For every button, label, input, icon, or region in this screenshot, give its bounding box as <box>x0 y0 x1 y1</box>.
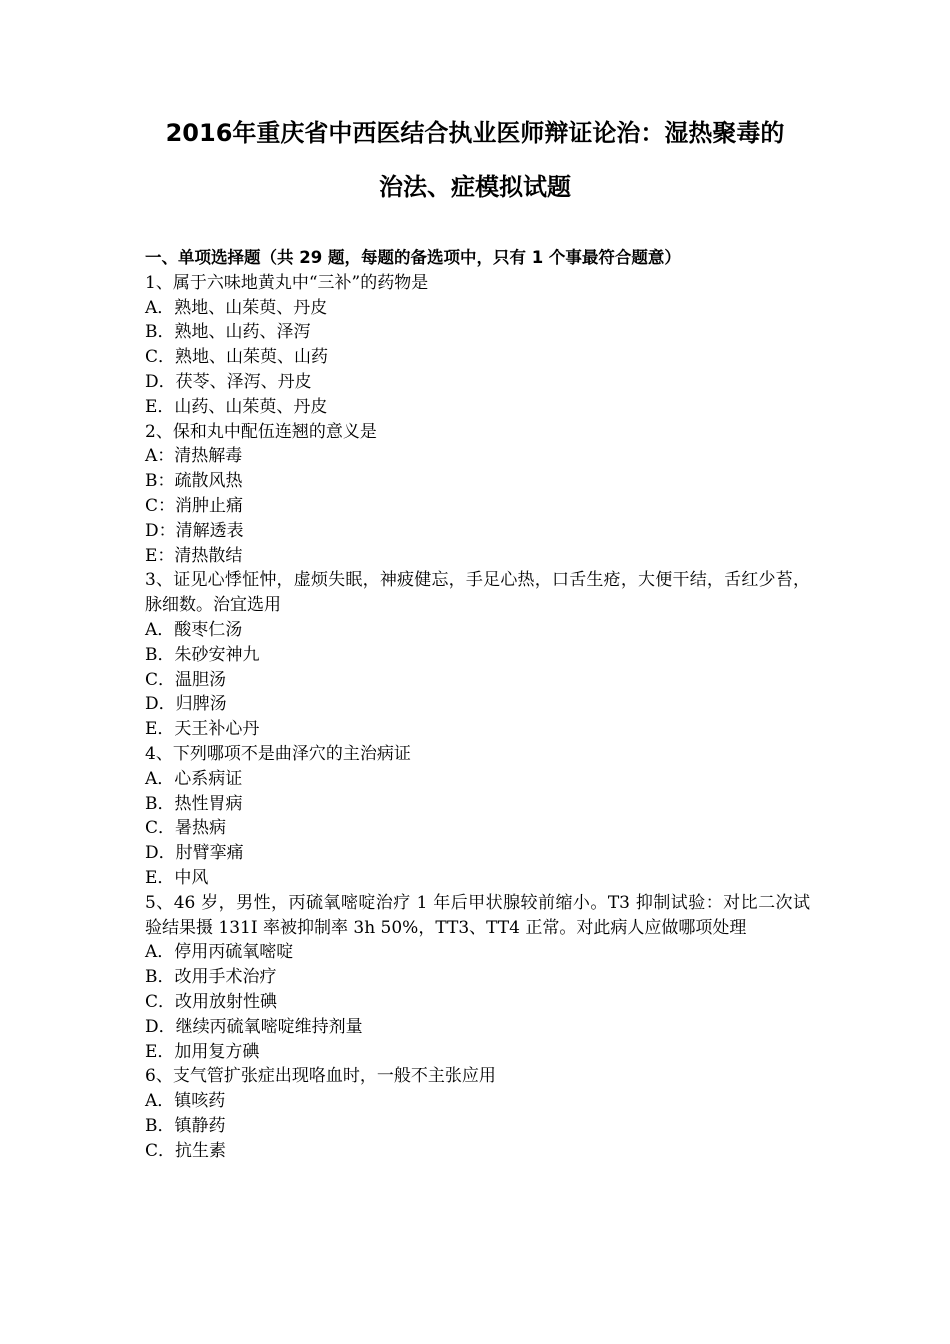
option-b: B．朱砂安神九 <box>145 644 260 665</box>
option-e: E．山药、山茱萸、丹皮 <box>145 396 328 417</box>
question-5 <box>145 891 810 1065</box>
question-6 <box>145 1064 810 1163</box>
option-c: C．改用放射性碘 <box>145 991 278 1012</box>
question-stem: 1、属于六味地黄丸中“三补”的药物是 <box>145 272 429 293</box>
option-d: D．茯苓、泽泻、丹皮 <box>145 371 312 392</box>
option-d: D．归脾汤 <box>145 694 227 715</box>
option-d: D．继续丙硫氧嘧啶维持剂量 <box>145 1016 363 1037</box>
question-1 <box>145 271 810 420</box>
option-a: A：清热解毒 <box>145 446 243 467</box>
option-a: A．镇咳药 <box>145 1091 226 1112</box>
question-3 <box>145 568 810 742</box>
option-a: A．心系病证 <box>145 768 243 789</box>
option-a: A．熟地、山茱萸、丹皮 <box>145 297 328 318</box>
option-b: B．镇静药 <box>145 1115 226 1136</box>
question-stem: 4、下列哪项不是曲泽穴的主治病证 <box>145 743 411 764</box>
option-e: E．加用复方碘 <box>145 1041 260 1062</box>
option-e: E．中风 <box>145 867 209 888</box>
question-stem: 6、支气管扩张症出现咯血时，一般不主张应用 <box>145 1066 496 1087</box>
question-2 <box>145 420 810 569</box>
option-e: E．天王补心丹 <box>145 719 260 740</box>
document-title-line2: 治法、症模拟试题 <box>379 173 571 201</box>
option-b: B：疏散风热 <box>145 471 243 492</box>
option-c: C．熟地、山茱萸、山药 <box>145 347 329 368</box>
option-b: B．熟地、山药、泽泻 <box>145 322 311 343</box>
option-b: B．改用手术治疗 <box>145 967 277 988</box>
document-title-line1: 2016年重庆省中西医结合执业医师辩证论治：湿热聚毒的 <box>165 119 785 147</box>
option-a: A．停用丙硫氧嘧啶 <box>145 942 294 963</box>
option-c: C．抗生素 <box>145 1140 227 1161</box>
option-c: C．温胆汤 <box>145 669 227 690</box>
option-e: E：清热散结 <box>145 545 243 566</box>
option-d: D：清解透表 <box>145 520 244 541</box>
option-c: C．暑热病 <box>145 818 227 839</box>
option-c: C：消肿止痛 <box>145 495 244 516</box>
option-b: B．热性胃病 <box>145 793 243 814</box>
option-a: A．酸枣仁汤 <box>145 619 243 640</box>
section-heading: 一、单项选择题（共 29 题，每题的备选项中，只有 1 个事最符合题意） <box>145 248 681 267</box>
question-stem: 5、46 岁，男性，丙硫氧嘧啶治疗 1 年后甲状腺较前缩小。T3 抑制试验：对比二次试验结果摄 131I 率被抑制率 3h 50%，TT3、TT4 正常。对此病人应做哪项处理 <box>145 892 810 938</box>
question-stem: 2、保和丸中配伍连翘的意义是 <box>145 421 377 442</box>
question-stem: 3、证见心悸怔忡，虚烦失眠，神疲健忘，手足心热，口舌生疮，大便干结，舌红少苔，脉细数。治宜选用 <box>145 570 810 616</box>
question-4 <box>145 742 810 891</box>
document-body <box>145 246 810 1163</box>
option-d: D．肘臂挛痛 <box>145 843 244 864</box>
